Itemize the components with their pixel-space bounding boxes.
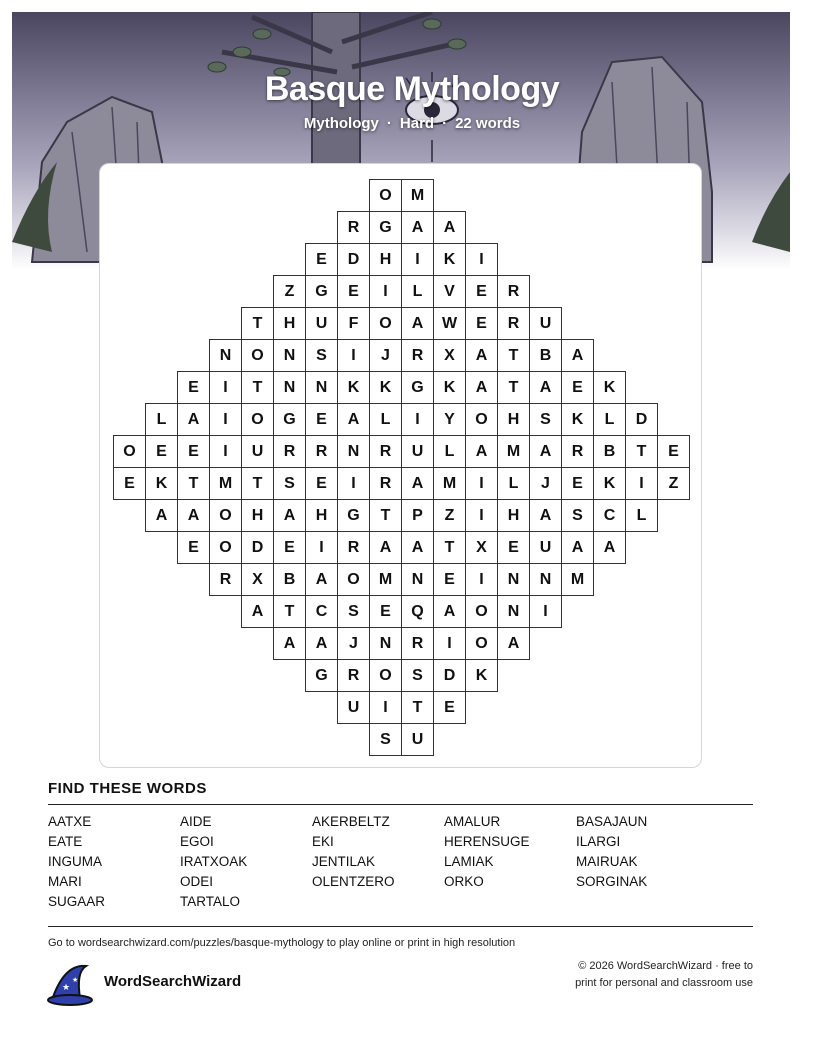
word-list-item: EATE [48, 834, 83, 849]
grid-cell[interactable]: M [401, 179, 434, 212]
meta-separator: · [386, 115, 392, 132]
grid-cell[interactable]: I [465, 467, 498, 500]
grid-cell[interactable]: N [273, 371, 306, 404]
grid-cell[interactable]: A [273, 627, 306, 660]
word-list-item: INGUMA [48, 854, 102, 869]
category-label: Mythology [303, 115, 379, 132]
word-list-heading: FIND THESE WORDS [48, 780, 207, 797]
grid-cell[interactable]: R [369, 435, 402, 468]
grid-cell[interactable]: M [561, 563, 594, 596]
grid-cell[interactable]: A [465, 371, 498, 404]
grid-cell[interactable]: H [497, 499, 530, 532]
grid-cell[interactable]: I [401, 403, 434, 436]
grid-cell[interactable]: R [337, 211, 370, 244]
grid-cell[interactable]: A [305, 563, 338, 596]
grid-cell[interactable]: Y [433, 403, 466, 436]
grid-cell[interactable]: B [593, 435, 626, 468]
grid-cell[interactable]: I [369, 275, 402, 308]
grid-cell[interactable]: A [305, 627, 338, 660]
grid-cell[interactable]: A [177, 499, 210, 532]
difficulty-label: Hard [399, 115, 435, 132]
word-list-item: ORKO [444, 874, 484, 889]
grid-cell[interactable]: N [401, 563, 434, 596]
grid-cell[interactable]: I [337, 467, 370, 500]
grid-cell[interactable]: U [529, 531, 562, 564]
word-list [48, 813, 753, 910]
grid-cell[interactable]: X [241, 563, 274, 596]
grid-cell[interactable]: J [529, 467, 562, 500]
word-list-item: OLENTZERO [312, 874, 395, 889]
grid-cell[interactable]: N [497, 595, 530, 628]
grid-cell[interactable]: J [337, 627, 370, 660]
divider [48, 804, 753, 805]
grid-cell[interactable]: K [337, 371, 370, 404]
brand-name: WordSearchWizard [104, 973, 242, 990]
grid-cell[interactable]: H [305, 499, 338, 532]
grid-cell[interactable]: R [305, 435, 338, 468]
grid-cell[interactable]: L [369, 403, 402, 436]
grid-cell[interactable]: F [337, 307, 370, 340]
grid-cell[interactable]: T [369, 499, 402, 532]
word-list-item: AKERBELTZ [312, 814, 390, 829]
grid-cell[interactable]: I [465, 499, 498, 532]
word-list-item: ILARGI [576, 834, 621, 849]
grid-cell[interactable]: T [401, 691, 434, 724]
grid-cell[interactable]: N [337, 435, 370, 468]
grid-cell[interactable]: A [529, 371, 562, 404]
grid-cell[interactable]: Q [401, 595, 434, 628]
grid-cell[interactable]: O [209, 499, 242, 532]
grid-cell[interactable]: A [241, 595, 274, 628]
grid-cell[interactable]: E [657, 435, 690, 468]
grid-cell[interactable]: O [465, 403, 498, 436]
grid-cell[interactable]: E [305, 243, 338, 276]
grid-cell[interactable]: T [241, 371, 274, 404]
grid-cell[interactable]: P [401, 499, 434, 532]
grid-cell[interactable]: A [529, 499, 562, 532]
grid-cell[interactable]: S [369, 723, 402, 756]
word-list-item: EGOI [180, 834, 214, 849]
grid-cell[interactable]: G [369, 211, 402, 244]
grid-cell[interactable]: O [465, 627, 498, 660]
grid-cell[interactable]: E [561, 371, 594, 404]
grid-cell[interactable]: A [337, 403, 370, 436]
grid-cell[interactable]: D [337, 243, 370, 276]
grid-cell[interactable]: R [273, 435, 306, 468]
word-list-item: IRATXOAK [180, 854, 248, 869]
grid-cell[interactable]: J [369, 339, 402, 372]
grid-cell[interactable]: E [177, 371, 210, 404]
grid-cell[interactable]: T [273, 595, 306, 628]
grid-cell[interactable]: L [593, 403, 626, 436]
grid-cell[interactable]: I [305, 531, 338, 564]
grid-cell[interactable]: Z [433, 499, 466, 532]
grid-cell[interactable]: M [369, 563, 402, 596]
grid-cell[interactable]: G [337, 499, 370, 532]
grid-cell[interactable]: A [465, 435, 498, 468]
copyright-text: © 2026 WordSearchWizard · free to print for personal and classroom use [575, 960, 753, 989]
grid-cell[interactable]: V [433, 275, 466, 308]
word-list-item: SUGAAR [48, 894, 106, 909]
grid-cell[interactable]: R [497, 275, 530, 308]
word-list-item: AMALUR [444, 814, 501, 829]
grid-cell[interactable]: R [369, 467, 402, 500]
grid-cell[interactable]: I [401, 243, 434, 276]
grid-cell[interactable]: K [465, 659, 498, 692]
grid-cell[interactable]: B [273, 563, 306, 596]
grid-cell[interactable]: G [305, 659, 338, 692]
grid-cell[interactable]: A [401, 211, 434, 244]
grid-cell[interactable]: L [625, 499, 658, 532]
grid-cell[interactable]: K [433, 243, 466, 276]
grid-cell[interactable]: U [241, 435, 274, 468]
grid-cell[interactable]: R [337, 531, 370, 564]
grid-cell[interactable]: E [433, 563, 466, 596]
grid-cell[interactable]: H [241, 499, 274, 532]
grid-cell[interactable]: N [497, 563, 530, 596]
grid-cell[interactable]: U [401, 723, 434, 756]
grid-cell[interactable]: I [209, 403, 242, 436]
word-list-item: AATXE [48, 814, 92, 829]
grid-cell[interactable]: E [369, 595, 402, 628]
grid-cell[interactable]: A [177, 403, 210, 436]
meta-separator: · [442, 115, 448, 132]
word-list-item: EKI [312, 834, 334, 849]
grid-cell[interactable]: E [305, 403, 338, 436]
grid-cell[interactable]: E [177, 531, 210, 564]
grid-cell[interactable]: H [369, 243, 402, 276]
grid-cell[interactable]: R [401, 339, 434, 372]
grid-cell[interactable]: I [625, 467, 658, 500]
grid-cell[interactable]: K [433, 371, 466, 404]
grid-cell[interactable]: Z [273, 275, 306, 308]
grid-cell[interactable]: I [209, 371, 242, 404]
grid-cell[interactable]: R [337, 659, 370, 692]
word-list-item: JENTILAK [312, 854, 376, 869]
grid-cell[interactable]: N [305, 371, 338, 404]
grid-cell[interactable]: U [305, 307, 338, 340]
grid-cell[interactable]: A [433, 595, 466, 628]
word-list-item: MARI [48, 874, 82, 889]
grid-cell[interactable]: K [369, 371, 402, 404]
grid-cell[interactable]: I [465, 563, 498, 596]
grid-cell[interactable]: S [529, 403, 562, 436]
grid-cell[interactable]: A [561, 531, 594, 564]
grid-cell[interactable]: E [273, 531, 306, 564]
grid-cell[interactable]: H [497, 403, 530, 436]
grid-cell[interactable]: N [369, 627, 402, 660]
grid-cell[interactable]: G [401, 371, 434, 404]
grid-cell[interactable]: D [433, 659, 466, 692]
grid-cell[interactable]: A [433, 211, 466, 244]
grid-cell[interactable]: E [145, 435, 178, 468]
grid-cell[interactable]: A [145, 499, 178, 532]
grid-cell[interactable]: I [209, 435, 242, 468]
grid-cell[interactable]: L [145, 403, 178, 436]
grid-cell[interactable]: O [337, 563, 370, 596]
grid-cell[interactable]: R [561, 435, 594, 468]
grid-cell[interactable]: R [209, 563, 242, 596]
grid-cell[interactable]: I [433, 627, 466, 660]
grid-cell[interactable]: I [337, 339, 370, 372]
grid-cell[interactable]: E [305, 467, 338, 500]
grid-cell[interactable]: A [561, 339, 594, 372]
grid-cell[interactable]: U [529, 307, 562, 340]
grid-cell[interactable]: N [209, 339, 242, 372]
grid-cell[interactable]: E [465, 275, 498, 308]
grid-cell[interactable]: S [273, 467, 306, 500]
grid-cell[interactable]: S [561, 499, 594, 532]
word-list-item: BASAJAUN [576, 814, 648, 829]
grid-cell[interactable]: A [369, 531, 402, 564]
word-list-item: HERENSUGE [444, 834, 530, 849]
grid-cell[interactable]: O [241, 403, 274, 436]
grid-cell[interactable]: O [369, 659, 402, 692]
grid-cell[interactable]: E [337, 275, 370, 308]
grid-cell[interactable]: G [305, 275, 338, 308]
divider [48, 926, 753, 927]
svg-text:★: ★ [72, 976, 79, 984]
grid-cell[interactable]: C [305, 595, 338, 628]
grid-cell[interactable]: T [433, 531, 466, 564]
puzzle-meta [12, 115, 790, 132]
grid-cell[interactable]: A [497, 627, 530, 660]
word-list-item: TARTALO [180, 894, 241, 909]
grid-cell[interactable]: C [593, 499, 626, 532]
grid-cell[interactable]: D [241, 531, 274, 564]
grid-cell[interactable]: T [241, 307, 274, 340]
word-list-item: ODEI [180, 874, 214, 889]
grid-cell[interactable]: O [465, 595, 498, 628]
grid-cell[interactable]: U [401, 435, 434, 468]
grid-cell[interactable]: W [433, 307, 466, 340]
grid-cell[interactable]: L [433, 435, 466, 468]
grid-cell[interactable]: E [177, 435, 210, 468]
grid-cell[interactable]: A [593, 531, 626, 564]
svg-text:★: ★ [62, 983, 71, 993]
grid-cell[interactable]: I [369, 691, 402, 724]
grid-cell[interactable]: T [625, 435, 658, 468]
grid-cell[interactable]: S [305, 339, 338, 372]
grid-cell[interactable]: L [497, 467, 530, 500]
grid-cell[interactable]: A [401, 307, 434, 340]
word-count-label: 22 words [455, 115, 521, 132]
grid-cell[interactable]: B [529, 339, 562, 372]
grid-cell[interactable]: Z [657, 467, 690, 500]
grid-cell[interactable]: T [241, 467, 274, 500]
grid-cell[interactable]: E [113, 467, 146, 500]
grid-cell[interactable]: D [625, 403, 658, 436]
grid-cell[interactable]: A [401, 531, 434, 564]
grid-cell[interactable]: M [209, 467, 242, 500]
grid-cell[interactable]: E [465, 307, 498, 340]
grid-cell[interactable]: A [465, 339, 498, 372]
grid-cell[interactable]: H [273, 307, 306, 340]
grid-cell[interactable]: G [273, 403, 306, 436]
word-list-item: LAMIAK [444, 854, 494, 869]
grid-cell[interactable]: X [433, 339, 466, 372]
word-list-item: AIDE [180, 814, 212, 829]
grid-cell[interactable]: M [497, 435, 530, 468]
grid-cell[interactable]: O [241, 339, 274, 372]
word-list-item: MAIRUAK [576, 854, 638, 869]
grid-cell[interactable]: A [529, 435, 562, 468]
grid-cell[interactable]: T [497, 371, 530, 404]
grid-cell[interactable]: E [433, 691, 466, 724]
grid-cell[interactable]: L [401, 275, 434, 308]
grid-cell[interactable]: N [273, 339, 306, 372]
grid-cell[interactable]: O [369, 179, 402, 212]
grid-cell[interactable]: E [561, 467, 594, 500]
grid-cell[interactable]: K [593, 371, 626, 404]
grid-cell[interactable]: K [145, 467, 178, 500]
grid-cell[interactable]: K [561, 403, 594, 436]
grid-cell[interactable]: K [593, 467, 626, 500]
grid-cell[interactable]: U [337, 691, 370, 724]
grid-cell[interactable]: I [465, 243, 498, 276]
grid-cell[interactable]: T [177, 467, 210, 500]
grid-cell[interactable]: A [273, 499, 306, 532]
grid-cell[interactable]: E [497, 531, 530, 564]
grid-cell[interactable]: R [401, 627, 434, 660]
grid-cell[interactable]: N [529, 563, 562, 596]
grid-cell[interactable]: S [337, 595, 370, 628]
grid-cell[interactable]: A [401, 467, 434, 500]
footer-url-text: Go to wordsearchwizard.com/puzzles/basque-mythology to play online or print in high resolution [48, 937, 516, 949]
grid-cell[interactable]: R [497, 307, 530, 340]
grid-cell[interactable]: S [401, 659, 434, 692]
grid-cell[interactable]: O [209, 531, 242, 564]
grid-cell[interactable]: X [465, 531, 498, 564]
grid-cell[interactable]: O [369, 307, 402, 340]
wizard-hat-icon [46, 962, 94, 1006]
page-title: Basque Mythology [264, 70, 560, 108]
grid-cell[interactable]: M [433, 467, 466, 500]
grid-cell[interactable]: T [497, 339, 530, 372]
word-list-item: SORGINAK [576, 874, 648, 889]
grid-cell[interactable]: I [529, 595, 562, 628]
grid-cell[interactable]: O [113, 435, 146, 468]
